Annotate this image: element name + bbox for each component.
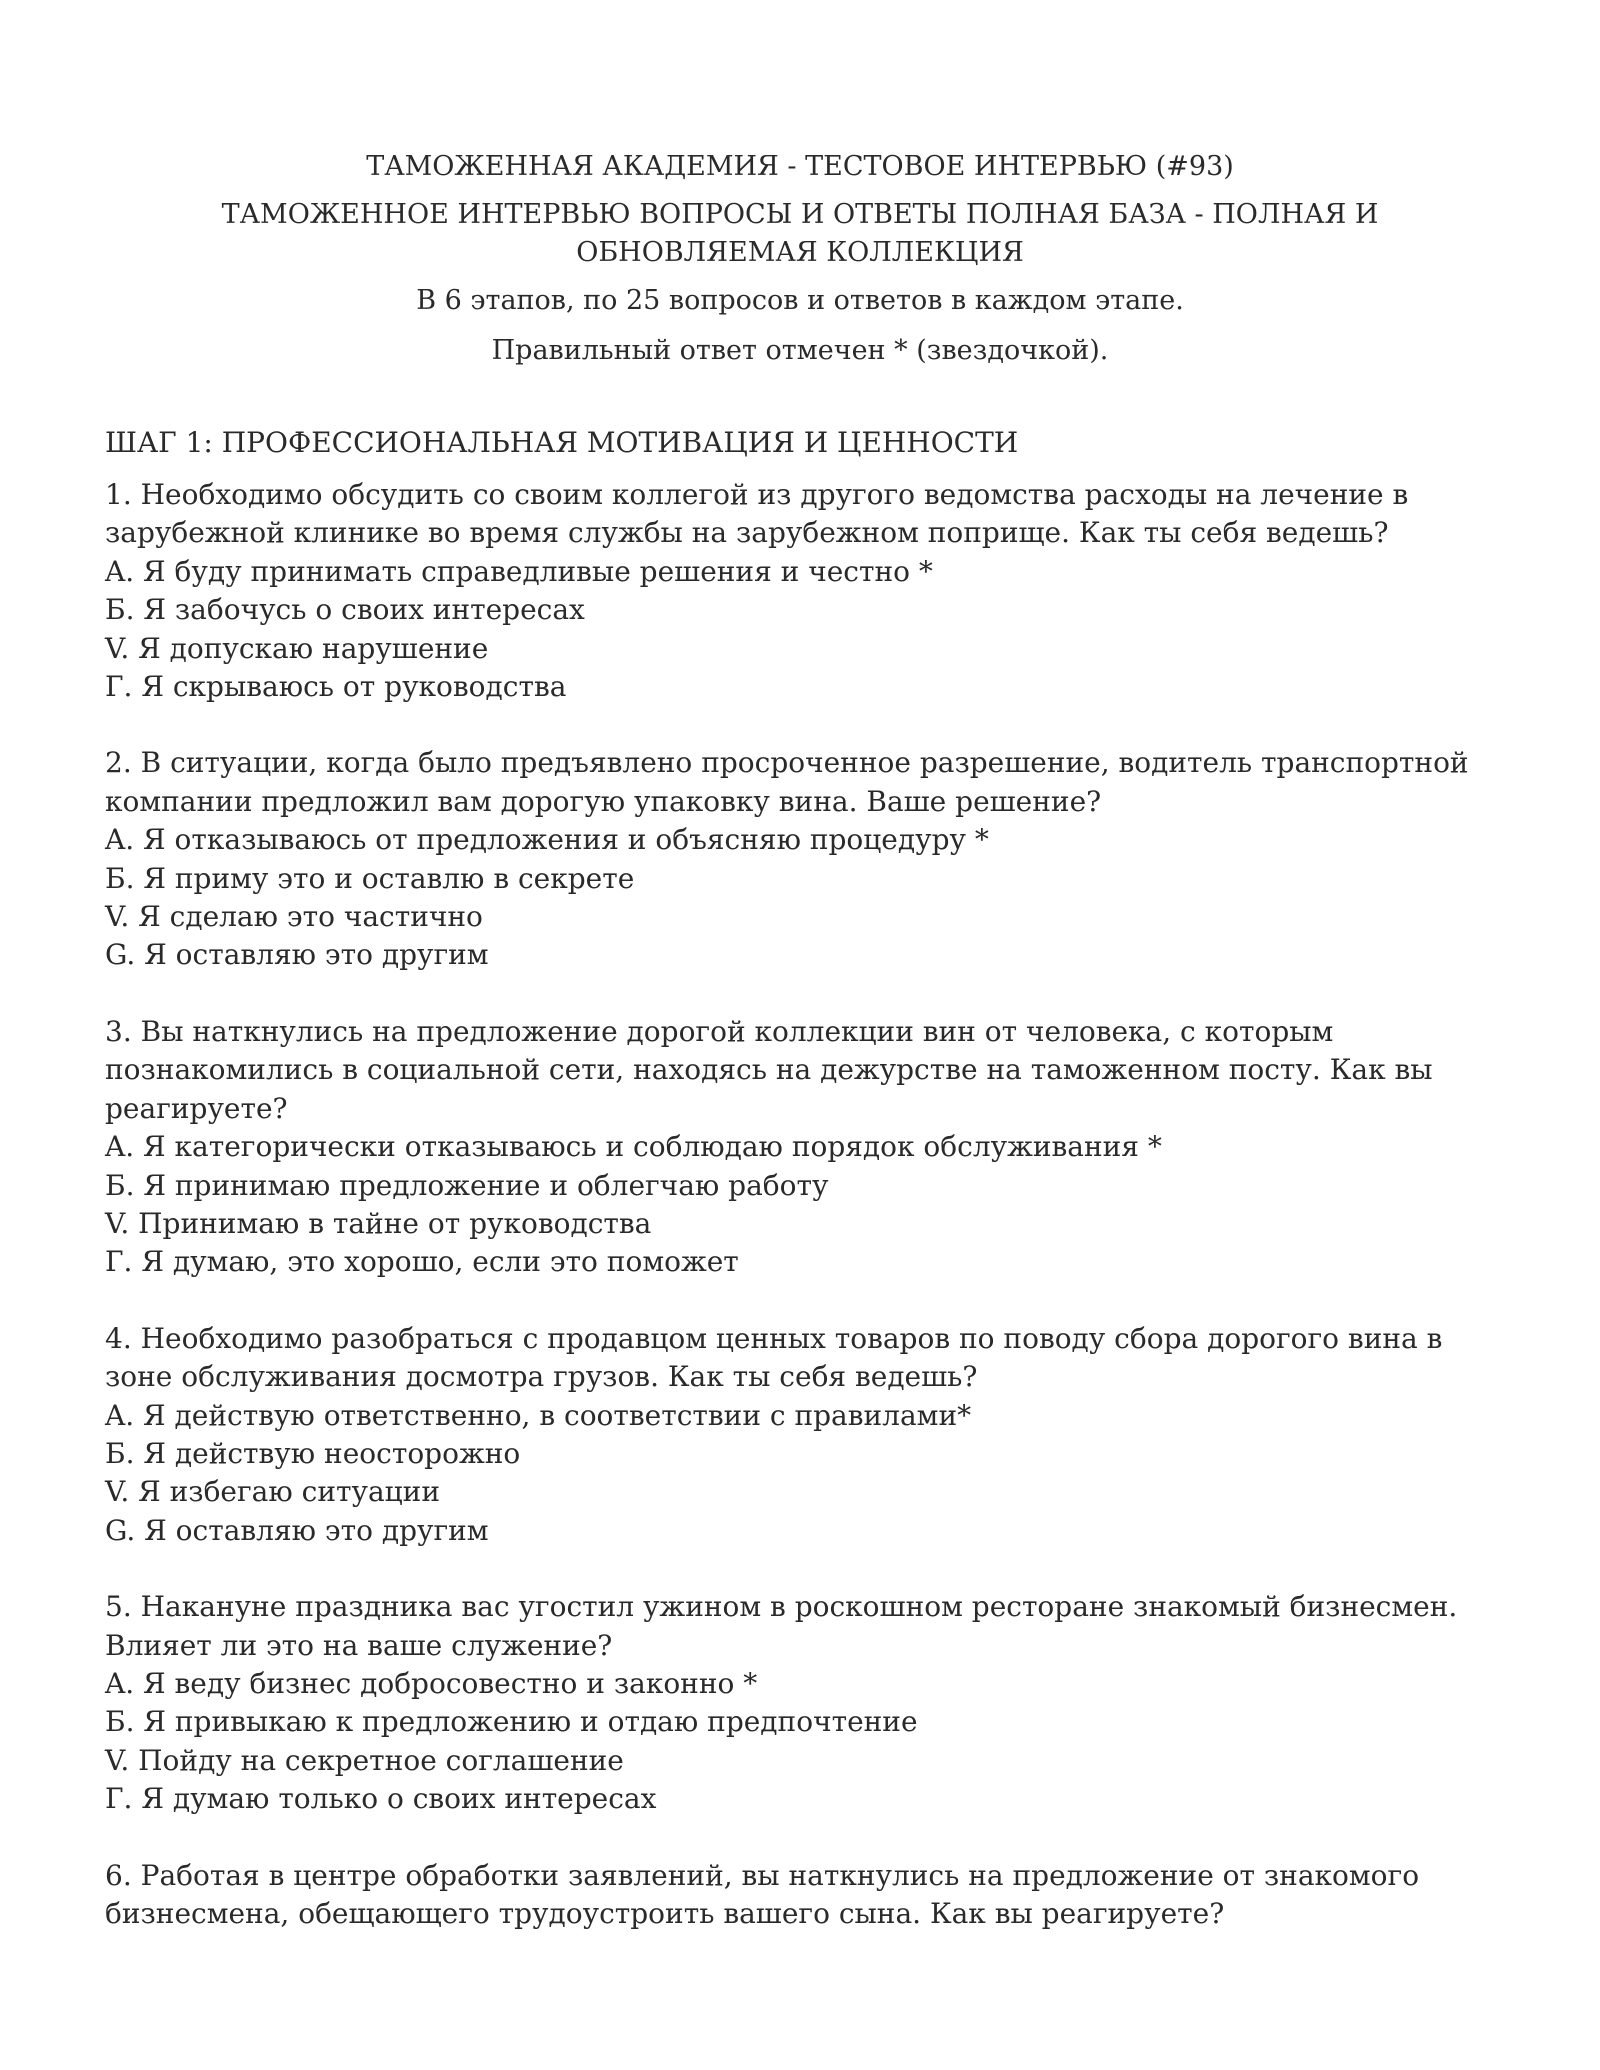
question-text: 1. Необходимо обсудить со своим коллегой из другого ведомства расходы на лечение в зарубежной клинике во время службы на зарубежном поприще. Как ты себя ведешь? xyxy=(105,478,1409,550)
answer-option: Б. Я привыкаю к предложению и отдаю предпочтение xyxy=(105,1705,918,1739)
answer-option: A. Я веду бизнес добросовестно и законно * xyxy=(105,1666,758,1700)
answer-option: Г. Я думаю только о своих интересах xyxy=(105,1782,657,1816)
answer-option: V. Принимаю в тайне от руководства xyxy=(105,1206,652,1240)
answer-option: V. Я сделаю это частично xyxy=(105,900,483,934)
answer-option: Г. Я думаю, это хорошо, если это поможет xyxy=(105,1245,739,1279)
answer-option: Б. Я забочусь о своих интересах xyxy=(105,593,585,627)
question-text: 3. Вы наткнулись на предложение дорогой коллекции вин от человека, с которым познакомились в социальной сети, находясь на дежурстве на таможенном посту. Как вы реагируете? xyxy=(105,1014,1433,1125)
question-item xyxy=(105,1588,1505,1818)
step-title: ШАГ 1: ПРОФЕССИОНАЛЬНАЯ МОТИВАЦИЯ И ЦЕННОСТИ xyxy=(105,426,1019,459)
document-header xyxy=(105,148,1495,370)
question-text: 2. В ситуации, когда было предъявлено просроченное разрешение, водитель транспортной компании предложил вам дорогую упаковку вина. Ваше решение? xyxy=(105,746,1469,818)
document-body xyxy=(105,424,1505,1971)
answer-option: Б. Я принимаю предложение и облегчаю работу xyxy=(105,1168,829,1202)
question-text: 4. Необходимо разобраться с продавцом ценных товаров по поводу сбора дорогого вина в зоне обслуживания досмотра грузов. Как ты себя ведешь? xyxy=(105,1321,1443,1394)
question-item xyxy=(105,1320,1505,1550)
question-text: 6. Работая в центре обработки заявлений, вы наткнулись на предложение от знакомого бизнесмена, обещающего трудоустроить вашего сына. Как вы реагируете? xyxy=(105,1858,1420,1930)
document-subtitle: ТАМОЖЕННОЕ ИНТЕРВЬЮ ВОПРОСЫ И ОТВЕТЫ ПОЛНАЯ БАЗА - ПОЛНАЯ И ОБНОВЛЯЕМАЯ КОЛЛЕКЦИЯ xyxy=(221,199,1379,268)
question-item xyxy=(105,1013,1505,1282)
answer-option: V. Пойду на секретное соглашение xyxy=(105,1743,624,1777)
answer-option: Г. Я скрываюсь от руководства xyxy=(105,670,567,704)
question-item xyxy=(105,476,1505,706)
answer-option: A. Я буду принимать справедливые решения и честно * xyxy=(105,554,933,588)
stages-note: В 6 этапов, по 25 вопросов и ответов в каждом этапе. xyxy=(416,285,1184,316)
question-text: 5. Накануне праздника вас угостил ужином в роскошном ресторане знакомый бизнесмен. Влияет ли это на ваше служение? xyxy=(105,1590,1458,1662)
answer-option: G. Я оставляю это другим xyxy=(105,938,489,972)
answer-option: G. Я оставляю это другим xyxy=(105,1513,489,1547)
document-title: ТАМОЖЕННАЯ АКАДЕМИЯ - ТЕСТОВОЕ ИНТЕРВЬЮ (#93) xyxy=(366,151,1234,182)
answer-option: A. Я категорически отказываюсь и соблюдаю порядок обслуживания * xyxy=(105,1130,1162,1164)
answer-option: V. Я избегаю ситуации xyxy=(105,1475,440,1509)
question-item xyxy=(105,1857,1505,1934)
answer-option: A. Я отказываюсь от предложения и объясняю процедуру * xyxy=(105,823,989,857)
question-item xyxy=(105,744,1505,974)
answer-note: Правильный ответ отмечен * (звездочкой). xyxy=(491,335,1109,366)
answer-option: A. Я действую ответственно, в соответствии с правилами* xyxy=(105,1398,972,1432)
answer-option: V. Я допускаю нарушение xyxy=(105,631,489,665)
answer-option: Б. Я приму это и оставлю в секрете xyxy=(105,861,635,895)
answer-option: Б. Я действую неосторожно xyxy=(105,1436,521,1470)
